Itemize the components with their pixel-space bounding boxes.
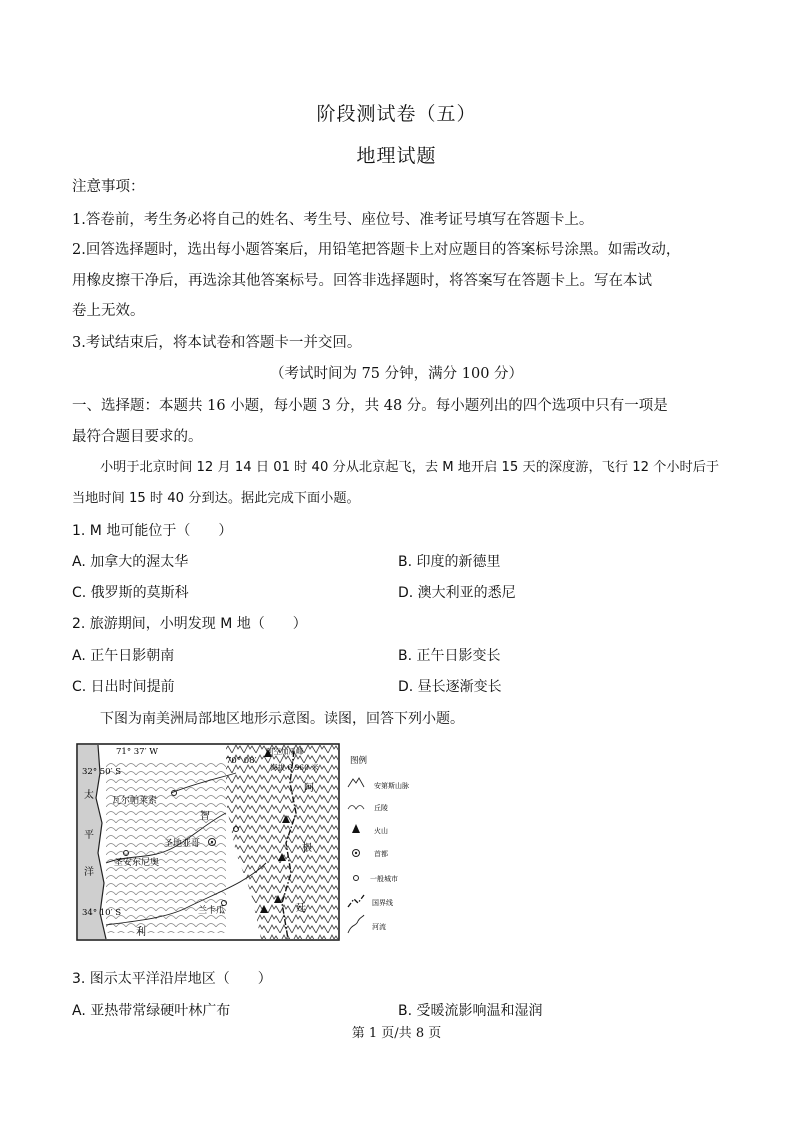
question-1-option-b[interactable]: B. 印度的新德里 bbox=[398, 554, 501, 570]
city-legend-icon bbox=[354, 876, 359, 881]
question-3-option-a[interactable]: A. 亚热带常绿硬叶林广布 bbox=[72, 1003, 231, 1019]
question-1-option-d[interactable]: D. 澳大利亚的悉尼 bbox=[398, 585, 516, 601]
question-2-option-a[interactable]: A. 正午日影朝南 bbox=[72, 648, 175, 664]
notice-item-2-line-3: 卷上无效。 bbox=[72, 303, 145, 319]
question-3-stem: 3. 图示太平洋沿岸地区（ ） bbox=[72, 971, 272, 987]
river-legend-icon bbox=[348, 915, 364, 933]
volcano-legend-icon bbox=[352, 824, 360, 833]
legend-city: 一般城市 bbox=[370, 875, 398, 883]
section-1-line-1: 一、选择题：本题共 16 小题，每小题 3 分，共 48 分。每小题列出的四个选项中只有一项是 bbox=[72, 398, 668, 414]
peak-name-label: 阿空加瓜峰 bbox=[266, 747, 304, 756]
question-2-option-c[interactable]: C. 日出时间提前 bbox=[72, 679, 175, 695]
andes-icon bbox=[348, 778, 364, 787]
question-1-option-a[interactable]: A. 加拿大的渥太华 bbox=[72, 554, 189, 570]
exam-info: （考试时间为 75 分钟，满分 100 分） bbox=[269, 366, 524, 382]
passage-1-line-1: 小明于北京时间 12 月 14 日 01 时 40 分从北京起飞，去 M 地开启 15 天的深度游，飞行 12 个小时后于 bbox=[100, 460, 720, 475]
notice-item-1: 1.答卷前，考生务必将自己的姓名、考生号、座位号、准考证号填写在答题卡上。 bbox=[72, 212, 594, 228]
question-1-stem: 1. M 地可能位于（ ） bbox=[72, 523, 233, 539]
city-label-santiago: 圣地亚哥 bbox=[164, 839, 201, 849]
ocean-char-2: 平 bbox=[84, 830, 94, 841]
question-3-option-b[interactable]: B. 受暖流影响温和湿润 bbox=[398, 1003, 543, 1019]
section-1-line-2: 最符合题目要求的。 bbox=[72, 429, 203, 445]
question-1-option-c[interactable]: C. 俄罗斯的莫斯科 bbox=[72, 585, 189, 601]
hills-icon bbox=[348, 806, 364, 810]
legend-volcano: 火山 bbox=[374, 827, 388, 835]
page-footer: 第 1 页/共 8 页 bbox=[351, 1026, 442, 1041]
lat-bottom-label: 34° 10′ S bbox=[82, 908, 122, 918]
question-2-stem: 2. 旅游期间，小明发现 M 地（ ） bbox=[72, 616, 307, 632]
country-chile-char-2: 利 bbox=[136, 927, 146, 938]
south-america-terrain-map bbox=[76, 743, 430, 941]
lat-top-label: 32° 50′ S bbox=[82, 767, 122, 777]
city-label-rancagua: 兰卡瓜 bbox=[198, 906, 226, 916]
legend-andes: 安第斯山脉 bbox=[374, 782, 409, 790]
country-argentina-char-3: 廷 bbox=[296, 903, 306, 914]
peak-height-label: 海拔 6 960 米 bbox=[270, 763, 319, 772]
lon-left-label: 71° 37′ W bbox=[116, 747, 158, 757]
city-label-valparaiso: 瓦尔帕莱索 bbox=[112, 796, 158, 806]
notice-item-3: 3.考试结束后，将本试卷和答题卡一并交回。 bbox=[72, 335, 362, 351]
notice-item-2-line-1: 2.回答选择题时，选出每小题答案后，用铅笔把答题卡上对应题目的答案标号涂黑。如需改动， bbox=[72, 242, 681, 258]
exam-subtitle: 地理试题 bbox=[356, 145, 437, 167]
city-label-san-antonio: 圣安东尼奥 bbox=[114, 858, 160, 868]
ocean-char-1: 太 bbox=[84, 790, 94, 801]
country-argentina-char-1: 阿 bbox=[304, 783, 314, 794]
passage-2: 下图为南美洲局部地区地形示意图。读图，回答下列小题。 bbox=[100, 711, 464, 727]
legend-river: 河流 bbox=[372, 923, 386, 931]
legend-hills: 丘陵 bbox=[374, 804, 388, 812]
country-chile-char-1: 智 bbox=[200, 811, 210, 822]
lon-right-label: 70° 08′ bbox=[226, 756, 257, 766]
exam-title: 阶段测试卷（五） bbox=[316, 103, 477, 125]
passage-1-line-2: 当地时间 15 时 40 分到达。据此完成下面小题。 bbox=[72, 491, 360, 506]
notice-heading: 注意事项： bbox=[72, 179, 145, 195]
country-argentina-char-2: 根 bbox=[302, 843, 312, 854]
map-legend bbox=[348, 755, 409, 933]
legend-capital: 首都 bbox=[374, 850, 388, 858]
ocean-char-3: 洋 bbox=[84, 867, 94, 878]
question-2-option-b[interactable]: B. 正午日影变长 bbox=[398, 648, 501, 664]
notice-item-2-line-2: 用橡皮擦干净后，再选涂其他答案标号。回答非选择题时，将答案写在答题卡上。写在本试 bbox=[72, 273, 652, 289]
legend-border: 国界线 bbox=[372, 899, 393, 907]
question-2-option-d[interactable]: D. 昼长逐渐变长 bbox=[398, 679, 502, 695]
border-legend-icon bbox=[348, 895, 364, 907]
legend-title: 图例 bbox=[350, 756, 368, 766]
